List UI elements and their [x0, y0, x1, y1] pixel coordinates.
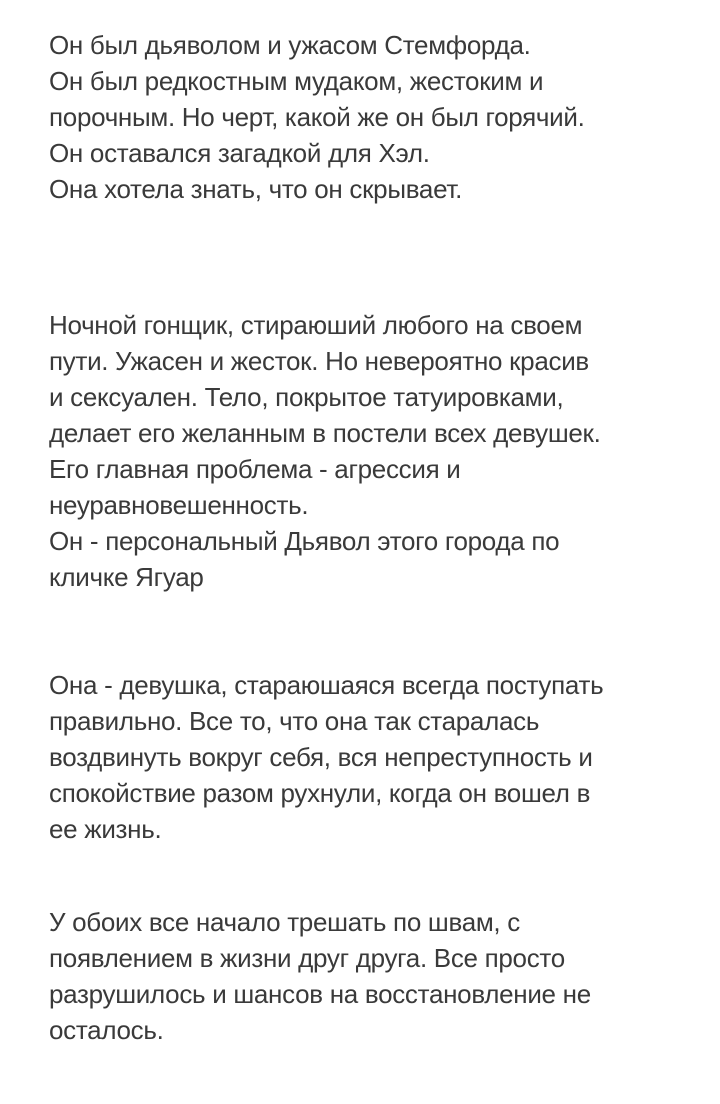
text-line: Он - персональный Дьявол этого города по: [49, 526, 560, 556]
text-line: спокойствие разом рухнули, когда он вошел в: [49, 778, 591, 808]
text-line: правильно. Все то, что она так старалась: [49, 706, 540, 736]
text-line: порочным. Но черт, какой же он был горячий.: [49, 102, 585, 132]
paragraph-intro: [49, 27, 709, 207]
text-line: и сексуален. Тело, покрытое татуировками,: [49, 382, 564, 412]
text-line: Ночной гонщик, стираюший любого на своем: [49, 310, 583, 340]
text-line: делает его желанным в постели всех девушек.: [49, 418, 601, 448]
text-line: Он оставался загадкой для Хэл.: [49, 138, 430, 168]
text-line: воздвинуть вокруг себя, вся непреступность и: [49, 742, 593, 772]
text-line: Она хотела знать, что он скрывает.: [49, 174, 463, 204]
text-line: Она - девушка, стараюшаяся всегда поступать: [49, 670, 604, 700]
text-line: ее жизнь.: [49, 814, 162, 844]
paragraph-hero-description: [49, 307, 709, 595]
paragraph-heroine-description: [49, 667, 709, 847]
text-line: пути. Ужасен и жесток. Но невероятно красив: [49, 346, 589, 376]
paragraph-conclusion: [49, 904, 709, 1048]
text-line: Его главная проблема - агрессия и: [49, 454, 461, 484]
text-line: разрушилось и шансов на восстановление не: [49, 979, 591, 1009]
text-line: осталось.: [49, 1015, 164, 1045]
text-line: появлением в жизни друг друга. Все просто: [49, 943, 565, 973]
text-line: Он был дьяволом и ужасом Стемфорда.: [49, 30, 531, 60]
text-line: неуравновешенность.: [49, 490, 309, 520]
text-line: Он был редкостным мудаком, жестоким и: [49, 66, 544, 96]
text-line: кличке Ягуар: [49, 562, 204, 592]
text-line: У обоих все начало трешать по швам, с: [49, 907, 520, 937]
